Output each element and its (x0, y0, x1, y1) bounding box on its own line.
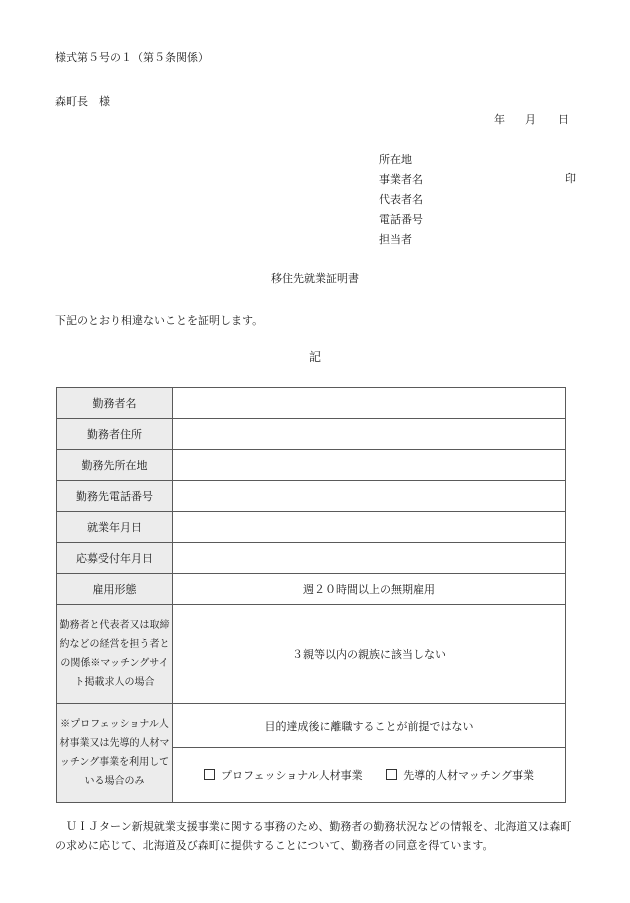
date-month-label: 月 (525, 113, 536, 126)
application-date-field[interactable] (173, 543, 566, 574)
location-label: 所在地 (379, 153, 412, 166)
table-row (57, 450, 566, 481)
option-matching-label: 先導的人材マッチング事業 (403, 769, 534, 783)
date-day-label: 日 (558, 113, 569, 126)
workplace-phone-field[interactable] (173, 481, 566, 512)
seal-mark: 印 (565, 172, 576, 185)
date-line (494, 111, 569, 127)
date-year-label: 年 (494, 113, 505, 126)
relationship-label: 勤務者と代表者又は取締約などの経営を担う者との関係※マッチングサイト掲載求人の場合 (57, 605, 173, 704)
contact-label: 担当者 (379, 233, 412, 246)
professional-label: ※プロフェッショナル人材事業又は先導的人材マッチング事業を利用している場合のみ (57, 704, 173, 803)
ki-heading: 記 (308, 350, 321, 364)
intro-text: 下記のとおり相違ないことを証明します。 (55, 314, 264, 327)
representative-label: 代表者名 (379, 193, 423, 206)
table-row (57, 543, 566, 574)
table-row (57, 574, 566, 605)
employment-date-label: 就業年月日 (57, 512, 173, 543)
worker-name-field[interactable] (173, 388, 566, 419)
table-row (57, 605, 566, 704)
table-row (57, 512, 566, 543)
checkbox-icon[interactable] (204, 769, 215, 780)
option-matching[interactable] (386, 769, 534, 782)
application-date-label: 応募受付年月日 (57, 543, 173, 574)
consent-note: ＵＩＪターン新規就業支援事業に関する事務のため、勤務者の勤務状況などの情報を、北海道又は森町の求めに応じて、北海道及び森町に提供することについて、勤務者の同意を得ています。 (55, 820, 572, 852)
option-professional[interactable] (204, 769, 363, 782)
option-professional-label: プロフェッショナル人材事業 (221, 769, 363, 783)
program-options (173, 748, 566, 803)
table-row (57, 419, 566, 450)
employment-date-field[interactable] (173, 512, 566, 543)
phone-label: 電話番号 (379, 213, 423, 226)
employment-type-label: 雇用形態 (57, 574, 173, 605)
workplace-address-field[interactable] (173, 450, 566, 481)
worker-name-label: 勤務者名 (57, 388, 173, 419)
relationship-value: ３親等以内の親族に該当しない (173, 605, 566, 704)
checkbox-icon[interactable] (386, 769, 397, 780)
employment-type-value: 週２０時間以上の無期雇用 (173, 574, 566, 605)
professional-value: 目的達成後に離職することが前提ではない (173, 704, 566, 748)
table-row (57, 481, 566, 512)
addressee: 森町長 様 (55, 95, 110, 108)
table-row (57, 388, 566, 419)
worker-address-label: 勤務者住所 (57, 419, 173, 450)
table-row (57, 704, 566, 748)
applicant-block (379, 150, 423, 250)
business-name-label: 事業者名 (379, 173, 423, 186)
certificate-table (56, 387, 566, 803)
workplace-phone-label: 勤務先電話番号 (57, 481, 173, 512)
worker-address-field[interactable] (173, 419, 566, 450)
workplace-address-label: 勤務先所在地 (57, 450, 173, 481)
form-reference: 様式第５号の１（第５条関係） (55, 51, 209, 64)
document-title: 移住先就業証明書 (271, 272, 359, 285)
